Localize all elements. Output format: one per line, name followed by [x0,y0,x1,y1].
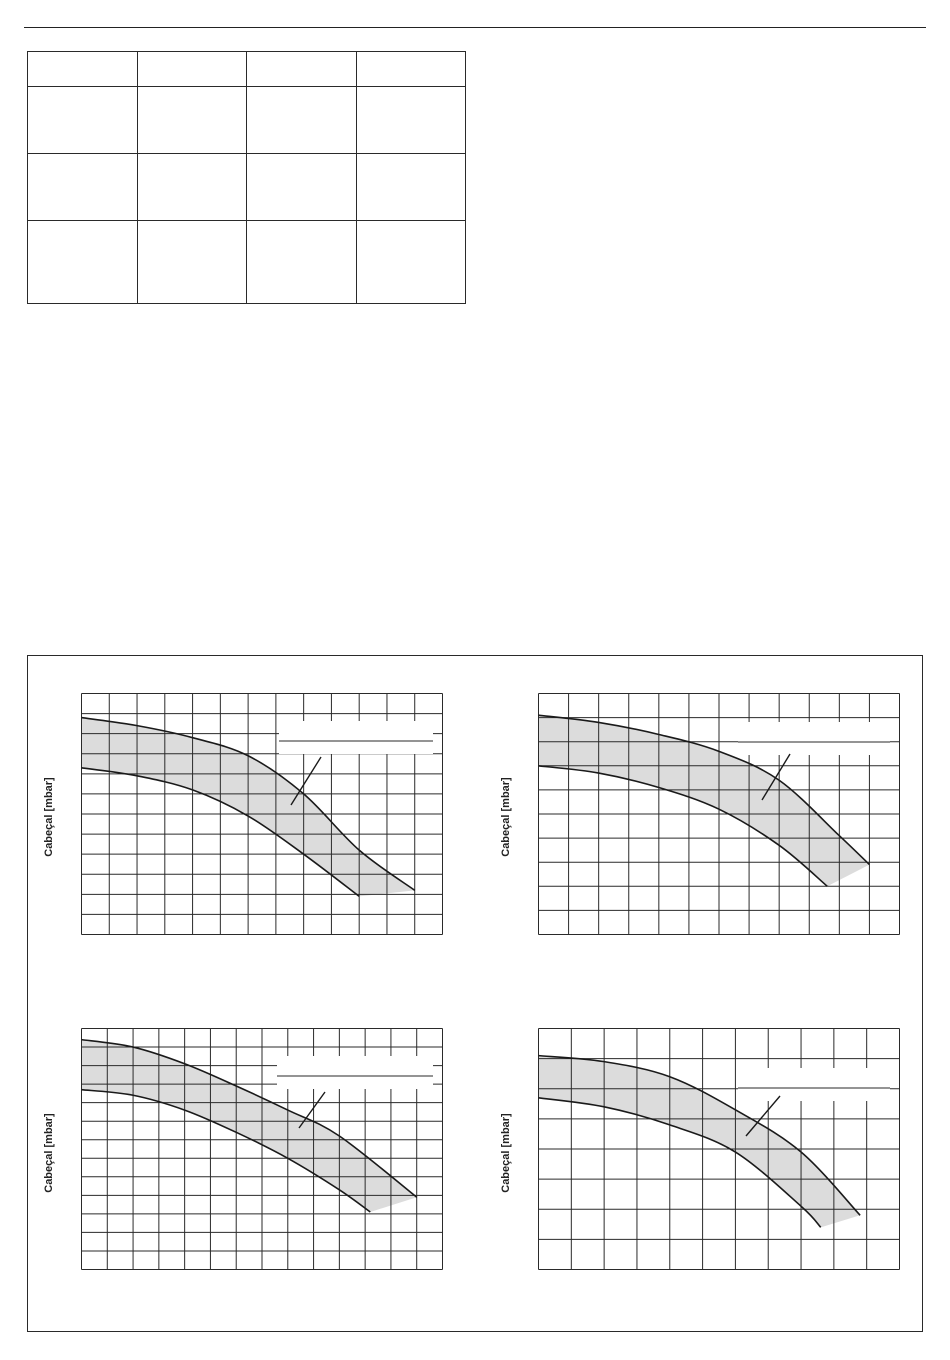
pump-curve-chart-3 [81,1028,443,1270]
pump-curve-chart-1 [81,693,443,935]
y-axis-label: Cabeçal [mbar] [500,1113,512,1193]
table-cell [247,154,357,221]
pump-curve-chart-2 [538,693,900,935]
table-row [28,154,466,221]
legend-box [738,722,890,755]
top-rule [24,27,926,28]
table-cell [137,87,247,154]
table-cell [247,87,357,154]
table-cell [356,221,466,304]
table-row [28,221,466,304]
legend-box [738,1068,890,1101]
table-header-cell [356,52,466,87]
table-cell [356,87,466,154]
table-cell [247,221,357,304]
table-header-cell [28,52,138,87]
table-cell [28,87,138,154]
table-row [28,87,466,154]
table-header-cell [247,52,357,87]
y-axis-label: Cabeçal [mbar] [43,1113,55,1193]
table-cell [28,154,138,221]
y-axis-label: Cabeçal [mbar] [500,777,512,857]
pump-curve-chart-4 [538,1028,900,1270]
y-axis-label: Cabeçal [mbar] [43,777,55,857]
table-header-cell [137,52,247,87]
table-cell [356,154,466,221]
table-header-row [28,52,466,87]
table-cell [28,221,138,304]
table-cell [137,221,247,304]
legend-box [277,1056,433,1089]
spec-table [27,51,466,304]
table-cell [137,154,247,221]
legend-box [279,721,433,754]
